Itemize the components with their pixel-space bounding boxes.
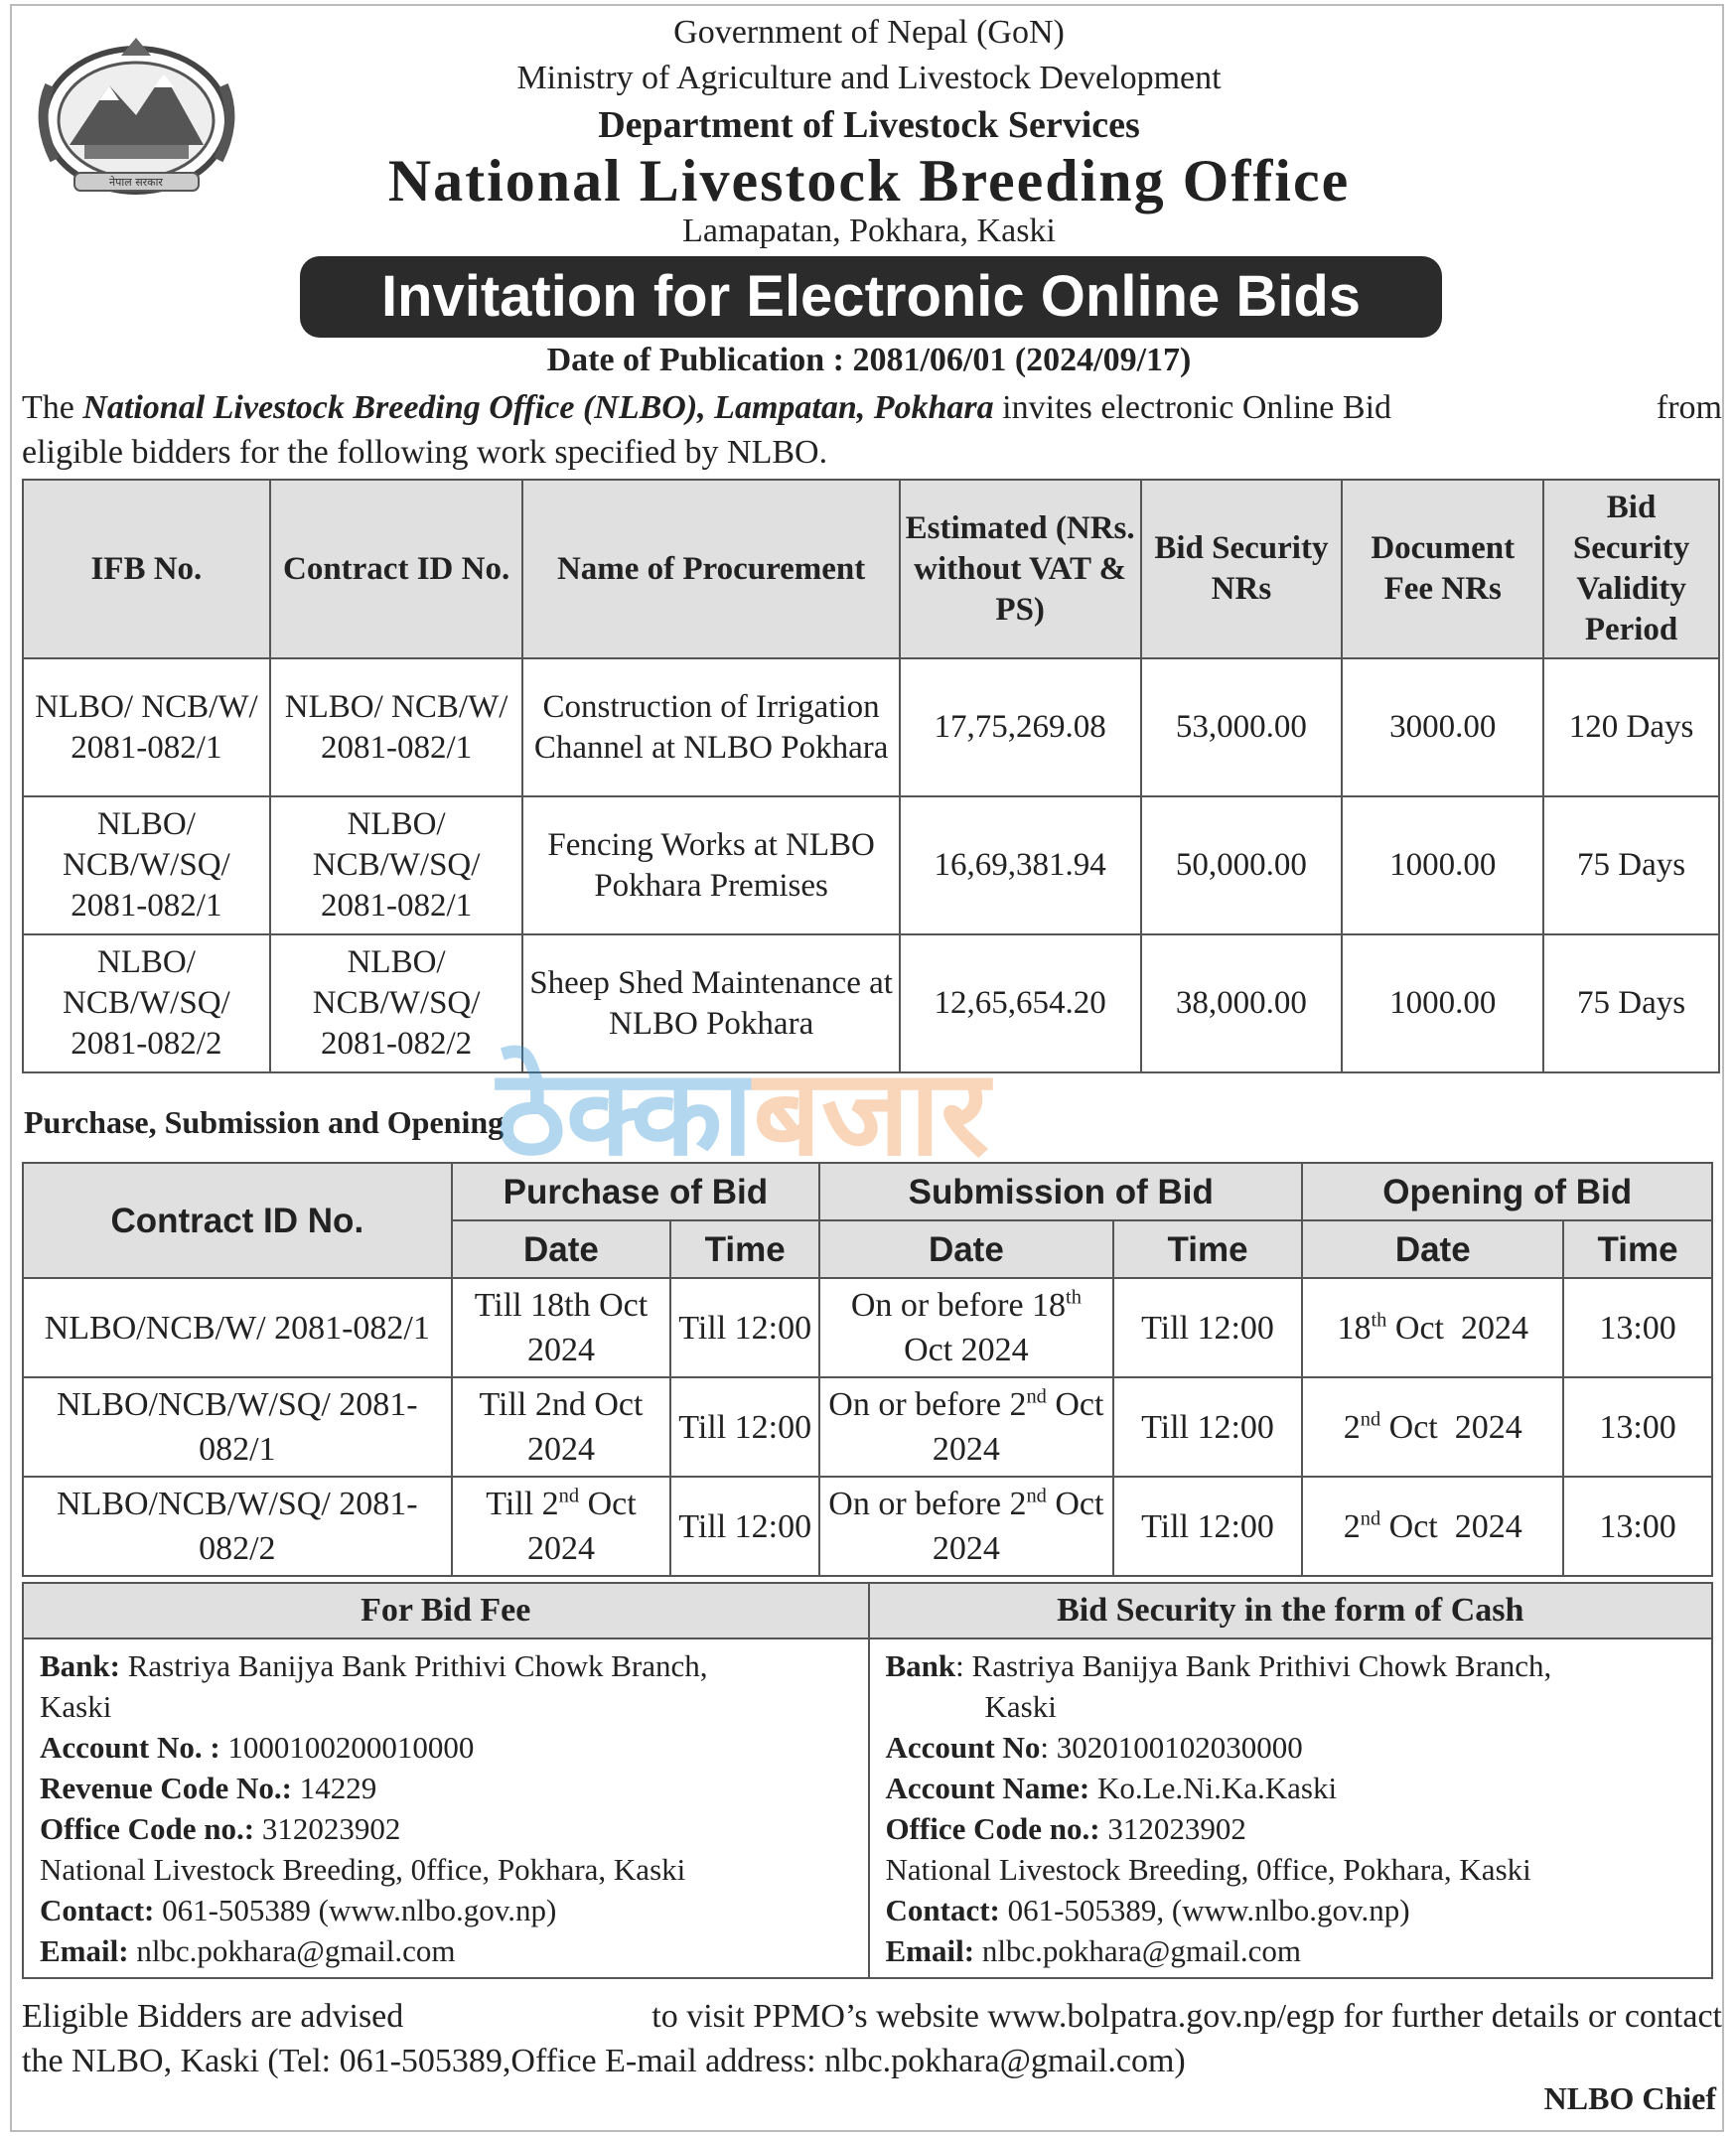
ordinal: nd	[1026, 1385, 1047, 1408]
email-value: nlbc.pokhara@gmail.com	[128, 1933, 456, 1968]
label: Account No. :	[40, 1730, 220, 1765]
header-validity: Bid Security Validity Period	[1543, 480, 1719, 658]
intro-middle: invites electronic Online Bid	[1002, 389, 1392, 426]
label: Email:	[885, 1933, 975, 1968]
government-line: Government of Nepal (GoN)	[673, 14, 1065, 51]
fee-cell: 1000.00	[1342, 796, 1543, 934]
office-code-value: 312023902	[1099, 1811, 1246, 1846]
table-row	[23, 658, 1719, 796]
label: Account Name:	[885, 1771, 1090, 1805]
header-time: Time	[670, 1220, 819, 1278]
ordinal: th	[1371, 1309, 1387, 1332]
ministry-line: Ministry of Agriculture and Livestock Development	[516, 60, 1222, 96]
bank-value: Kaski	[984, 1689, 1057, 1724]
header-contract-id: Contract ID No.	[23, 1163, 452, 1278]
opening-date-cell	[1302, 1377, 1563, 1477]
submission-time-cell: Till 12:00	[1113, 1477, 1303, 1576]
date-text: Oct 2024	[1380, 1507, 1522, 1545]
header-procurement-name: Name of Procurement	[522, 480, 899, 658]
submission-date-cell	[819, 1278, 1113, 1377]
ordinal: nd	[1360, 1408, 1381, 1431]
table-row	[23, 1477, 1712, 1576]
footer-text: Eligible Bidders are advised	[22, 1998, 404, 2035]
ifb-cell: NLBO/ NCB/W/SQ/ 2081-082/2	[23, 934, 270, 1072]
opening-date-cell	[1302, 1477, 1563, 1576]
date-text: Oct 2024	[904, 1332, 1029, 1368]
schedule-title: Purchase, Submission and Opening	[24, 1104, 505, 1140]
bank-value: : Rastriya Banijya Bank Prithivi Chowk Branch,	[955, 1648, 1552, 1683]
submission-time-cell: Till 12:00	[1113, 1377, 1303, 1477]
label: Bank:	[40, 1648, 120, 1683]
intro-line2: eligible bidders for the following work specified by NLBO.	[22, 434, 828, 471]
opening-date-cell	[1302, 1278, 1563, 1377]
label: Account No	[885, 1730, 1041, 1765]
contract-cell: NLBO/NCB/W/SQ/ 2081-082/2	[23, 1477, 452, 1576]
account-value: 1000100200010000	[219, 1730, 475, 1765]
table-row	[23, 934, 1719, 1072]
date-text: 2	[1343, 1408, 1361, 1446]
purchase-time-cell: Till 12:00	[670, 1477, 819, 1576]
table-row	[23, 796, 1719, 934]
footer-text: to visit PPMO’s website www.bolpatra.gov.np/egp for further details or contact	[651, 1998, 1722, 2035]
submission-time-cell: Till 12:00	[1113, 1278, 1303, 1377]
estimate-cell: 12,65,654.20	[900, 934, 1141, 1072]
date-text: On or before 2	[828, 1386, 1027, 1423]
validity-cell: 75 Days	[1543, 934, 1719, 1072]
security-cell: 38,000.00	[1141, 934, 1343, 1072]
header-submission: Submission of Bid	[819, 1163, 1302, 1220]
publication-date: Date of Publication : 2081/06/01 (2024/09/17)	[546, 342, 1192, 378]
contact-value: 061-505389 (www.nlbo.gov.np)	[154, 1893, 557, 1927]
office-title: National Livestock Breeding Office	[387, 148, 1351, 214]
date-text: Oct 2024	[932, 1486, 1104, 1567]
watermark-text: बजार	[753, 1045, 990, 1183]
account-value: : 3020100102030000	[1040, 1730, 1303, 1765]
schedule-group-row	[23, 1163, 1712, 1220]
bid-fee-panel	[24, 1584, 868, 1977]
ordinal: nd	[1360, 1507, 1381, 1530]
intro-office-name: National Livestock Breeding Office (NLBO), Lampatan, Pokhara	[82, 389, 994, 426]
header-contract-id: Contract ID No.	[270, 480, 523, 658]
ifb-cell: NLBO/ NCB/W/ 2081-082/1	[23, 658, 270, 796]
label: Office Code no.:	[885, 1811, 1100, 1846]
fee-cell: 1000.00	[1342, 934, 1543, 1072]
contact-value: 061-505389, (www.nlbo.gov.np)	[999, 1893, 1410, 1927]
intro-end: from	[1656, 389, 1722, 426]
estimate-cell: 17,75,269.08	[900, 658, 1141, 796]
procurement-name-cell: Construction of Irrigation Channel at NLBO Pokhara	[522, 658, 899, 796]
signature: NLBO Chief	[1543, 2080, 1716, 2116]
date-text: Oct 2024	[526, 1486, 637, 1567]
office-location: Lamapatan, Pokhara, Kaski	[682, 213, 1056, 249]
bank-value: Kaski	[40, 1689, 112, 1724]
revenue-value: 14229	[292, 1771, 377, 1805]
purchase-date-cell	[452, 1477, 671, 1576]
purchase-time-cell: Till 12:00	[670, 1377, 819, 1477]
header-opening: Opening of Bid	[1302, 1163, 1712, 1220]
intro-prefix: The	[22, 389, 74, 426]
header-date: Date	[1302, 1220, 1563, 1278]
validity-cell: 75 Days	[1543, 796, 1719, 934]
ordinal: nd	[1026, 1485, 1047, 1507]
procurement-name-cell: Sheep Shed Maintenance at NLBO Pokhara	[522, 934, 899, 1072]
procurement-name-cell: Fencing Works at NLBO Pokhara Premises	[522, 796, 899, 934]
emblem-text: नेपाल सरकार	[109, 176, 163, 189]
label: Contact:	[885, 1893, 1000, 1927]
email-value: nlbc.pokhara@gmail.com	[974, 1933, 1302, 1968]
purchase-time-cell: Till 12:00	[670, 1278, 819, 1377]
procurement-header-row	[23, 480, 1719, 658]
nepal-emblem-icon	[30, 26, 243, 205]
header-purchase: Purchase of Bid	[452, 1163, 820, 1220]
header-document-fee: Document Fee NRs	[1342, 480, 1543, 658]
label: Contact:	[40, 1893, 155, 1927]
contract-cell: NLBO/NCB/W/SQ/ 2081-082/1	[23, 1377, 452, 1477]
date-text: Oct 2024	[1386, 1309, 1528, 1347]
schedule-table	[22, 1162, 1713, 1577]
bid-fee-title: For Bid Fee	[24, 1584, 868, 1639]
date-text: On or before 18	[850, 1287, 1067, 1324]
footer-note	[22, 1994, 1722, 2083]
header-time: Time	[1563, 1220, 1712, 1278]
intro-paragraph	[22, 385, 1722, 475]
validity-cell: 120 Days	[1543, 658, 1719, 796]
bid-security-panel	[868, 1584, 1712, 1977]
opening-time-cell: 13:00	[1563, 1278, 1712, 1377]
label: Bank	[885, 1648, 956, 1683]
date-text: Oct 2024	[1380, 1408, 1522, 1446]
date-text: Till 2	[486, 1486, 559, 1522]
contract-cell: NLBO/ NCB/W/SQ/ 2081-082/1	[270, 796, 523, 934]
header-time: Time	[1113, 1220, 1303, 1278]
header-ifb: IFB No.	[23, 480, 270, 658]
bank-value: Rastriya Banijya Bank Prithivi Chowk Branch,	[119, 1648, 708, 1683]
date-text: 2	[1343, 1507, 1361, 1545]
header-bid-security: Bid Security NRs	[1141, 480, 1343, 658]
submission-date-cell	[819, 1477, 1113, 1576]
contract-cell: NLBO/ NCB/W/ 2081-082/1	[270, 658, 523, 796]
office-name: National Livestock Breeding, 0ffice, Pokhara, Kaski	[40, 1852, 686, 1887]
opening-time-cell: 13:00	[1563, 1477, 1712, 1576]
header-date: Date	[452, 1220, 671, 1278]
purchase-date-cell: Till 18th Oct 2024	[452, 1278, 671, 1377]
office-code-value: 312023902	[254, 1811, 401, 1846]
header-estimated: Estimated (NRs. without VAT & PS)	[900, 480, 1141, 658]
header-date: Date	[819, 1220, 1113, 1278]
table-row	[23, 1377, 1712, 1477]
table-row	[23, 1278, 1712, 1377]
ifb-cell: NLBO/ NCB/W/SQ/ 2081-082/1	[23, 796, 270, 934]
office-name: National Livestock Breeding, 0ffice, Pokhara, Kaski	[885, 1852, 1531, 1887]
label: Revenue Code No.:	[40, 1771, 292, 1805]
watermark-text: ठेक्का	[497, 1045, 754, 1183]
notice-banner: Invitation for Electronic Online Bids	[300, 256, 1442, 338]
purchase-date-cell: Till 2nd Oct 2024	[452, 1377, 671, 1477]
bid-security-title: Bid Security in the form of Cash	[870, 1584, 1712, 1639]
fee-cell: 3000.00	[1342, 658, 1543, 796]
security-cell: 53,000.00	[1141, 658, 1343, 796]
department-line: Department of Livestock Services	[598, 104, 1140, 146]
bank-details	[22, 1582, 1713, 1979]
contract-cell: NLBO/NCB/W/ 2081-082/1	[23, 1278, 452, 1377]
label: Email:	[40, 1933, 129, 1968]
ordinal: th	[1066, 1286, 1082, 1309]
contract-cell: NLBO/ NCB/W/SQ/ 2081-082/2	[270, 934, 523, 1072]
date-text: Oct 2024	[932, 1386, 1104, 1468]
submission-date-cell	[819, 1377, 1113, 1477]
estimate-cell: 16,69,381.94	[900, 796, 1141, 934]
ordinal: nd	[558, 1485, 580, 1507]
footer-text: the NLBO, Kaski (Tel: 061-505389,Office E-mail address: nlbc.pokhara@gmail.com)	[22, 2043, 1186, 2079]
procurement-table	[22, 479, 1720, 1073]
label: Office Code no.:	[40, 1811, 255, 1846]
account-name-value: Ko.Le.Ni.Ka.Kaski	[1089, 1771, 1338, 1805]
opening-time-cell: 13:00	[1563, 1377, 1712, 1477]
date-text: On or before 2	[828, 1486, 1027, 1522]
date-text: 18	[1337, 1309, 1372, 1347]
security-cell: 50,000.00	[1141, 796, 1343, 934]
